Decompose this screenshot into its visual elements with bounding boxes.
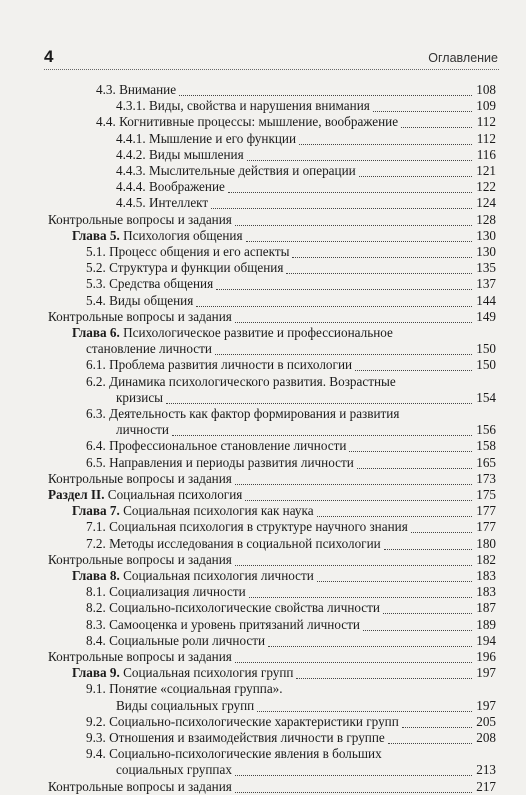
toc-leader-dots [172, 434, 472, 436]
toc-entry-title [86, 341, 212, 357]
toc-entry-text: Контрольные вопросы и задания [48, 551, 232, 567]
toc-entry-text: 6.4. Профессиональное становление личности [86, 438, 347, 454]
toc-entry [0, 730, 526, 746]
toc-leader-dots [216, 288, 472, 290]
toc-page-number-value: 109 [476, 98, 496, 114]
toc-leader-dots [411, 531, 472, 533]
toc-page-number [476, 503, 498, 519]
toc-entry-text: 4.3. Внимание [96, 82, 177, 97]
toc-entry-title [86, 600, 380, 616]
toc-entry [0, 568, 526, 584]
toc-entry [0, 455, 526, 471]
toc-entry-label: Глава 7. [72, 503, 120, 519]
toc-page-number-value: 130 [476, 244, 496, 259]
toc-entry [0, 438, 526, 454]
toc-entry [0, 552, 526, 568]
toc-page-number-value: 183 [476, 568, 496, 583]
toc-entry-text: 5.1. Процесс общения и его аспекты [86, 244, 290, 259]
toc-entry [0, 293, 526, 309]
toc-entry-title [86, 244, 289, 260]
toc-page-number [477, 114, 498, 130]
toc-page-number-value: 189 [476, 616, 496, 632]
toc-page-number-value: 205 [476, 713, 496, 729]
toc-entry-title [86, 438, 346, 454]
toc-entry [0, 325, 526, 341]
toc-entry [0, 519, 526, 535]
toc-page-number-value: 196 [476, 649, 496, 664]
toc-page-number [476, 390, 498, 406]
page-number: 4 [44, 47, 54, 66]
toc-page-number-value: 150 [476, 357, 496, 373]
toc-page-number [476, 82, 498, 98]
toc-entry [0, 422, 526, 438]
toc-page-number [476, 568, 498, 584]
toc-page-number-value: 177 [476, 503, 496, 519]
toc-page-number [476, 665, 498, 681]
running-title: Оглавление [428, 51, 498, 65]
toc-leader-dots [166, 402, 472, 404]
toc-page-number [476, 730, 498, 746]
toc-entry [0, 195, 526, 211]
toc-entry [0, 617, 526, 633]
toc-page-number-value: 180 [476, 535, 496, 551]
toc-entry [0, 82, 526, 98]
toc-entry-title [86, 714, 399, 730]
toc-entry [0, 341, 526, 357]
toc-entry-title [48, 309, 232, 325]
toc-entry-title [86, 633, 265, 649]
toc-page-number-value: 208 [476, 730, 496, 745]
toc-entry-title [86, 293, 193, 309]
toc-entry [0, 179, 526, 195]
toc-entry [0, 374, 526, 390]
toc-entry-title [72, 325, 393, 341]
toc-entry-text: личности [116, 422, 169, 438]
toc-entry-text: 8.3. Самооценка и уровень притязаний личности [86, 616, 360, 632]
toc-entry [0, 779, 526, 795]
toc-page-number [476, 341, 498, 357]
toc-entry-title [116, 131, 296, 147]
toc-page-number-value: 154 [476, 389, 496, 405]
toc-page-number-value: 158 [476, 438, 496, 454]
toc-entry-text: 8.4. Социальные роли личности [86, 632, 266, 648]
toc-entry-title [48, 212, 232, 228]
toc-leader-dots [235, 661, 472, 663]
toc-entry-text: Виды социальных групп [116, 697, 255, 713]
toc-entry-text: 6.1. Проблема развития личности в психологии [86, 357, 353, 373]
toc-page-number [476, 471, 498, 487]
toc-leader-dots [235, 791, 472, 793]
toc-entry-title [72, 665, 293, 681]
toc-page-number [476, 600, 498, 616]
toc-leader-dots [401, 126, 472, 128]
toc-page-number [476, 536, 498, 552]
toc-page-number-value: 112 [476, 130, 496, 146]
toc-page-number [476, 195, 498, 211]
toc-entry [0, 244, 526, 260]
toc-entry-title [86, 730, 385, 746]
toc-page-number-value: 122 [476, 179, 496, 195]
toc-leader-dots [402, 726, 472, 728]
toc-entry-text: 4.3.1. Виды, свойства и нарушения внимания [116, 98, 370, 114]
toc-entry-title [48, 779, 232, 795]
toc-entry-text: Контрольные вопросы и задания [48, 470, 232, 486]
toc-entry [0, 147, 526, 163]
toc-entry-text: Психологическое развитие и профессиональное [119, 325, 393, 340]
toc-entry-title [116, 195, 208, 211]
header-rule [44, 69, 499, 70]
toc-entry [0, 309, 526, 325]
toc-page-number [476, 276, 498, 292]
toc-leader-dots [363, 629, 472, 631]
toc-entry-title [86, 584, 246, 600]
toc-entry-text: Психология общения [119, 227, 243, 243]
toc-page-number [476, 698, 498, 714]
toc-entry-title [96, 114, 398, 130]
toc-entry [0, 228, 526, 244]
toc-entry [0, 714, 526, 730]
toc-entry-text: 6.5. Направления и периоды развития личности [86, 454, 354, 470]
toc-page-number-value: 112 [476, 114, 496, 130]
toc-page-number [476, 633, 498, 649]
toc-leader-dots [388, 742, 472, 744]
toc-page-number-value: 217 [476, 778, 496, 794]
toc-leader-dots [349, 450, 472, 452]
toc-entry-title [86, 455, 354, 471]
toc-page-number-value: 156 [476, 422, 496, 438]
toc-entry [0, 536, 526, 552]
toc-entry-title [86, 519, 408, 535]
toc-leader-dots [296, 677, 472, 679]
toc-page-number-value: 121 [476, 163, 496, 178]
toc-entry [0, 260, 526, 276]
toc-leader-dots [317, 515, 472, 517]
toc-entry-text: Контрольные вопросы и задания [48, 778, 232, 794]
toc-entry-text: 8.1. Социализация личности [86, 584, 246, 600]
toc-page-number-value: 124 [476, 195, 496, 211]
toc-entry [0, 584, 526, 600]
toc-entry-text: Социальная психология [104, 487, 243, 502]
toc-page-number [476, 552, 498, 568]
toc-page-number-value: 135 [476, 260, 496, 276]
toc-entry [0, 114, 526, 130]
toc-entry-title [72, 568, 314, 584]
toc-entry [0, 163, 526, 179]
toc-page-number [476, 617, 498, 633]
toc-entry-label: Глава 5. [72, 227, 120, 243]
toc-entry-title [86, 357, 352, 373]
toc-entry-text: Контрольные вопросы и задания [48, 211, 232, 227]
toc-entry-title [72, 503, 314, 519]
toc-page-number [476, 519, 498, 535]
toc-entry-label: Глава 9. [72, 665, 120, 681]
toc-entry [0, 357, 526, 373]
toc-page-number-value: 183 [476, 584, 496, 600]
toc-leader-dots [235, 224, 472, 226]
toc-entry-text: 4.4.2. Виды мышления [116, 146, 244, 162]
toc-leader-dots [235, 564, 472, 566]
toc-page-number [476, 309, 498, 325]
toc-leader-dots [215, 353, 472, 355]
toc-leader-dots [317, 580, 472, 582]
toc-page-number-value: 177 [476, 519, 496, 535]
toc-entry-title [116, 163, 356, 179]
toc-entry [0, 471, 526, 487]
toc-page-number-value: 173 [476, 470, 496, 486]
toc-leader-dots [246, 240, 472, 242]
toc-page-number-value: 194 [476, 632, 496, 648]
toc-page-number-value: 144 [476, 292, 496, 308]
toc-page-number [476, 212, 498, 228]
toc-entry-title [72, 228, 243, 244]
toc-entry-title [116, 147, 244, 163]
toc-page-number [476, 228, 498, 244]
toc-entry [0, 131, 526, 147]
toc-entry-text: Социальная психология как наука [119, 503, 314, 519]
toc-entry [0, 212, 526, 228]
toc-leader-dots [292, 256, 472, 258]
toc-page-number [476, 762, 498, 778]
toc-page-number [476, 438, 498, 454]
toc-page-number-value: 116 [476, 146, 496, 162]
toc-entry-label: Глава 8. [72, 568, 120, 583]
toc-page-number-value: 197 [476, 697, 496, 713]
toc-entry-title [86, 617, 360, 633]
toc-page-number [476, 357, 498, 373]
toc-page-number-value: 175 [476, 487, 496, 502]
toc-entry [0, 746, 526, 762]
toc-page-number-value: 149 [476, 308, 496, 324]
toc-entry-title [86, 374, 396, 390]
toc-entry-title [48, 552, 232, 568]
toc-leader-dots [268, 645, 472, 647]
toc-page-number [476, 98, 498, 114]
toc-leader-dots [384, 548, 472, 550]
toc-entry-text: 8.2. Социально-психологические свойства личности [86, 600, 380, 616]
toc-entry [0, 390, 526, 406]
toc-entry-text: 6.2. Динамика психологического развития. Возрастные [86, 373, 396, 389]
toc-leader-dots [196, 305, 472, 307]
toc-page-number [477, 131, 498, 147]
toc-entry-title [96, 82, 176, 98]
toc-entry-text: 5.3. Средства общения [86, 276, 214, 292]
toc-entry-title [48, 471, 232, 487]
toc-leader-dots [249, 596, 472, 598]
toc-entry-label: Раздел II. [48, 487, 105, 502]
toc-page-number [476, 455, 498, 471]
toc-entry-text: 6.3. Деятельность как фактор формирования и развития [86, 406, 400, 421]
toc-entry-text: 4.4.1. Мышление и его функции [116, 130, 297, 146]
toc-entry-text: 4.4.4. Воображение [116, 179, 225, 195]
toc-entry-title [86, 276, 213, 292]
toc-page-number-value: 213 [476, 762, 496, 778]
toc-leader-dots [235, 774, 472, 776]
toc-page-number [477, 147, 498, 163]
toc-page-number [476, 779, 498, 795]
toc-entry-title [116, 179, 225, 195]
toc-leader-dots [299, 143, 472, 145]
toc-leader-dots [228, 191, 472, 193]
toc-entry-title [116, 698, 254, 714]
toc-page-number-value: 197 [476, 665, 496, 681]
toc-entry [0, 276, 526, 292]
toc-entry-title [116, 390, 163, 406]
toc-leader-dots [235, 321, 472, 323]
toc-entry-text: 9.2. Социально-психологические характеристики групп [86, 713, 399, 729]
toc-entry-title [86, 260, 283, 276]
toc-entry [0, 665, 526, 681]
toc-entry-text: Контрольные вопросы и задания [48, 308, 232, 324]
toc-entry [0, 649, 526, 665]
toc-entry-text: 4.4.3. Мыслительные действия и операции [116, 163, 356, 178]
toc-entry-text: становление личности [86, 341, 212, 357]
toc-entry [0, 633, 526, 649]
toc-page-number [476, 163, 498, 179]
toc-page-number-value: 187 [476, 600, 496, 616]
toc-page-number-value: 137 [476, 276, 496, 292]
toc-leader-dots [247, 159, 472, 161]
toc-page-number [476, 649, 498, 665]
toc-leader-dots [359, 175, 472, 177]
toc-page-number [476, 714, 498, 730]
toc-entry-title [116, 98, 370, 114]
toc-leader-dots [357, 467, 472, 469]
toc-leader-dots [355, 369, 472, 371]
toc-entry-text: 7.2. Методы исследования в социальной психологии [86, 535, 381, 551]
toc-entry-text: кризисы [116, 389, 164, 405]
toc-page-number [476, 244, 498, 260]
toc-entry-text: 9.4. Социально-психологические явления в больших [86, 746, 382, 762]
toc-page-number-value: 182 [476, 551, 496, 567]
toc-entry-title [48, 487, 242, 503]
toc-page-number [476, 584, 498, 600]
toc-entry-title [116, 762, 232, 778]
toc-entry-title [116, 422, 169, 438]
toc-page-number [476, 487, 498, 503]
toc-page-number-value: 150 [476, 341, 496, 357]
toc-leader-dots [235, 483, 472, 485]
toc-entry [0, 681, 526, 697]
toc-entry [0, 762, 526, 778]
toc-page-number-value: 108 [476, 82, 496, 97]
toc-leader-dots [373, 110, 472, 112]
toc-entry-title [86, 406, 399, 422]
toc-page-number-value: 128 [476, 211, 496, 227]
toc-entry [0, 503, 526, 519]
toc-entry [0, 406, 526, 422]
toc-entry-title [86, 681, 283, 697]
toc-entry-text: Контрольные вопросы и задания [48, 649, 232, 664]
toc-entry [0, 487, 526, 503]
toc-entry-title [86, 746, 382, 762]
toc-entry-text: 4.4.5. Интеллект [116, 195, 209, 211]
toc-leader-dots [383, 612, 472, 614]
toc-page-number-value: 165 [476, 454, 496, 470]
toc-page-number [476, 422, 498, 438]
toc-entry-text: 9.3. Отношения и взаимодействия личности в группе [86, 730, 385, 745]
toc-entry-text: Социальная психология личности [119, 568, 314, 583]
toc-leader-dots [179, 94, 472, 96]
toc-entry-title [86, 536, 381, 552]
toc-entry-text: социальных группах [116, 762, 232, 778]
toc-entry [0, 600, 526, 616]
toc-leader-dots [245, 499, 472, 501]
toc-entry-text: 5.2. Структура и функции общения [86, 260, 284, 276]
toc-page-number-value: 130 [476, 227, 496, 243]
toc-page-number [476, 179, 498, 195]
toc-entry [0, 98, 526, 114]
toc-entry-title [48, 649, 232, 665]
toc-leader-dots [286, 272, 472, 274]
toc-entry-text: 9.1. Понятие «социальная группа». [86, 681, 283, 697]
toc-entry-label: Глава 6. [72, 325, 120, 340]
toc-entry-text: Социальная психология групп [119, 665, 294, 681]
toc-entry-text: 4.4. Когнитивные процессы: мышление, воображение [96, 114, 399, 130]
toc-page-number [476, 260, 498, 276]
toc-entry [0, 698, 526, 714]
toc-entry-text: 5.4. Виды общения [86, 292, 194, 308]
toc-entry-text: 7.1. Социальная психология в структуре научного знания [86, 519, 408, 535]
toc-leader-dots [211, 207, 472, 209]
toc-page-number [476, 293, 498, 309]
toc-leader-dots [257, 710, 472, 712]
